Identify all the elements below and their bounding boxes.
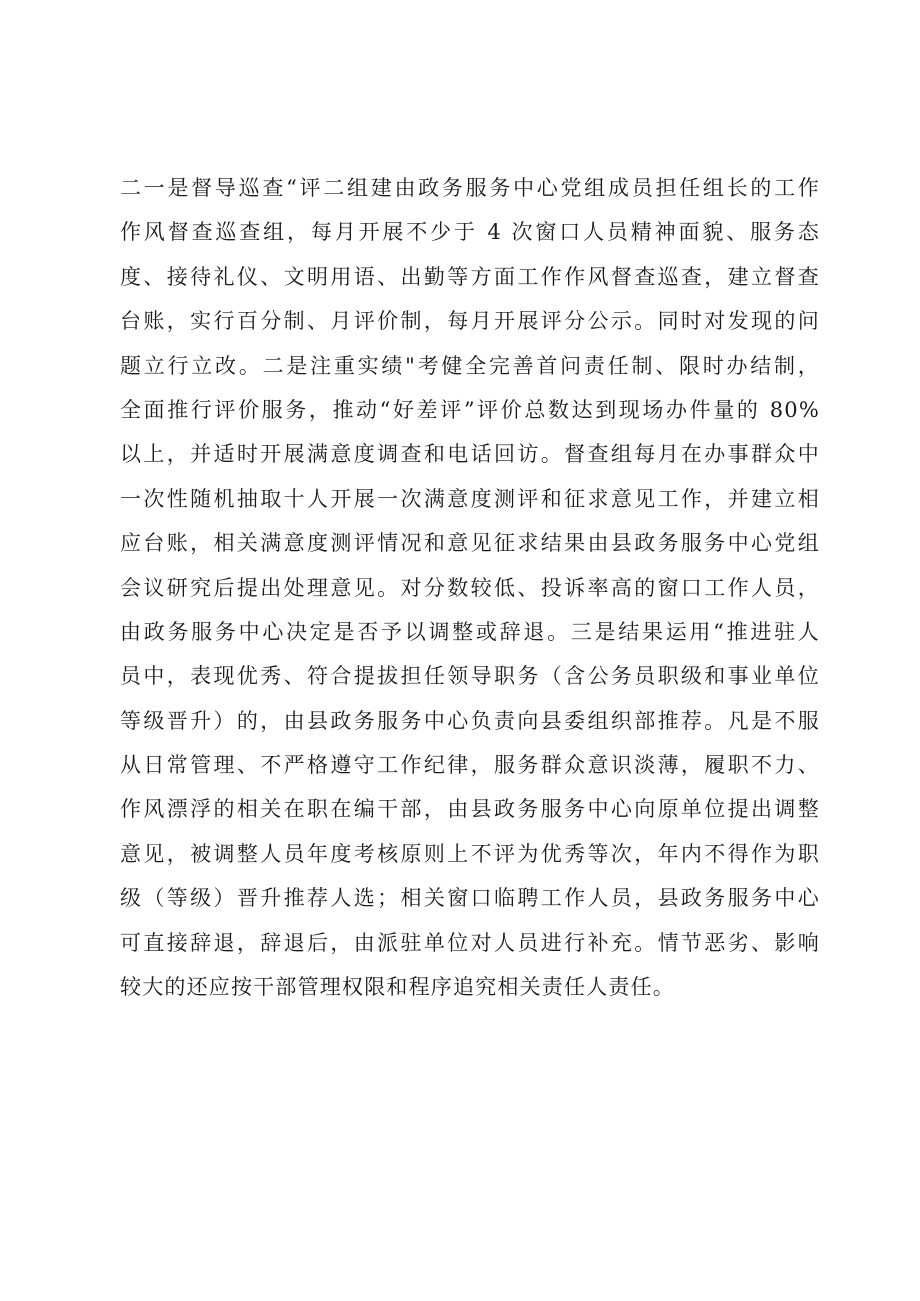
text-line: 从日常管理、不严格遵守工作纪律，服务群众意识淡薄，履职不力、	[120, 753, 820, 778]
text-line: 应台账，相关满意度测评情况和意见征求结果由县政务服务中心党组	[120, 531, 820, 556]
text-line: 作风漂浮的相关在职在编干部，由县政务服务中心向原单位提出调整	[120, 797, 820, 822]
text-line: 一次性随机抽取十人开展一次满意度测评和征求意见工作，并建立相	[120, 486, 820, 511]
text-line: 员中，表现优秀、符合提拔担任领导职务（含公务员职级和事业单位	[120, 664, 820, 689]
text-line: 会议研究后提出处理意见。对分数较低、投诉率高的窗口工作人员，	[120, 575, 820, 600]
text-line: 台账，实行百分制、月评价制，每月开展评分公示。同时对发现的问	[120, 309, 820, 334]
text-line: 题立行立改。二是注重实绩"考健全完善首问责任制、限时办结制，	[120, 353, 820, 378]
text-line: 意见，被调整人员年度考核原则上不评为优秀等次，年内不得作为职	[120, 841, 820, 866]
text-line: 以上，并适时开展满意度调查和电话回访。督查组每月在办事群众中	[120, 442, 820, 467]
text-line: 二一是督导巡查“评二组建由政务服务中心党组成员担任组长的工作	[120, 176, 820, 200]
body-paragraph	[120, 166, 820, 1009]
text-line: 级（等级）晋升推荐人选；相关窗口临聘工作人员，县政务服务中心	[120, 886, 820, 911]
text-line: 由政务服务中心决定是否予以调整或辞退。三是结果运用“推进驻人	[120, 619, 820, 644]
text-line: 度、接待礼仪、文明用语、出勤等方面工作作风督查巡查，建立督查	[120, 264, 820, 289]
text-line: 较大的还应按干部管理权限和程序追究相关责任人责任。	[120, 975, 675, 1000]
text-line: 可直接辞退，辞退后，由派驻单位对人员进行补充。情节恶劣、影响	[120, 930, 820, 955]
text-line: 作风督查巡查组，每月开展不少于 4 次窗口人员精神面貌、服务态	[120, 220, 820, 245]
text-line: 全面推行评价服务，推动“好差评”评价总数达到现场办件量的 80%	[120, 397, 820, 422]
text-line: 等级晋升）的，由县政务服务中心负责向县委组织部推荐。凡是不服	[120, 708, 820, 733]
